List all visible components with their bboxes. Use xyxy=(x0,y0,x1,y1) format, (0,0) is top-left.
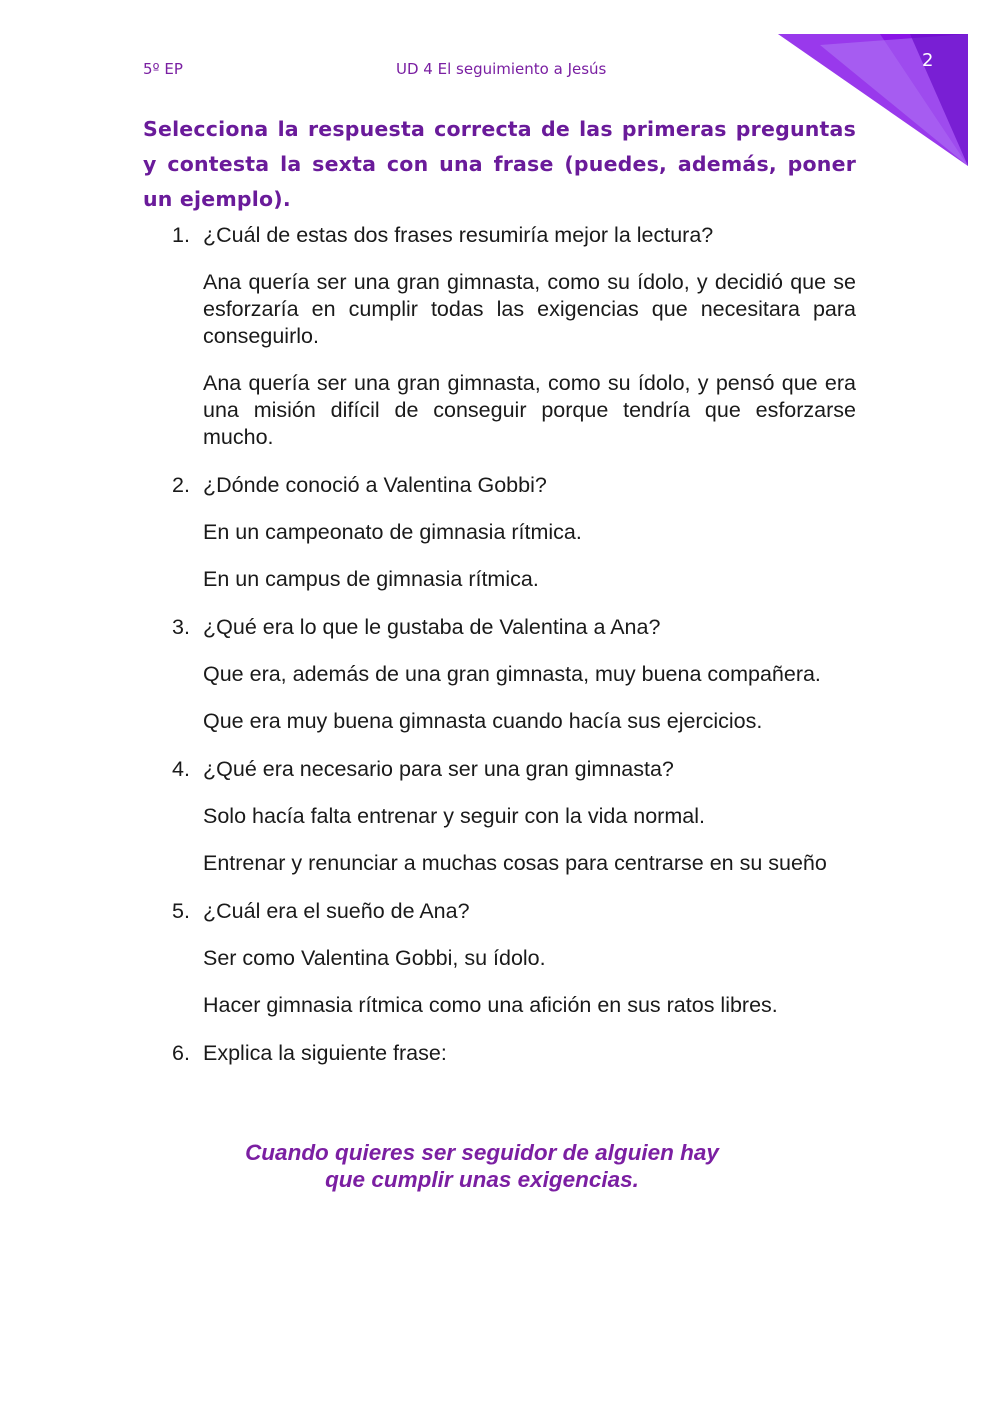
question-5 xyxy=(172,898,856,1019)
question-number: 4. xyxy=(172,757,190,781)
question-list xyxy=(172,222,856,1088)
question-text: ¿Qué era necesario para ser una gran gimnasta? xyxy=(203,757,674,781)
question-6 xyxy=(172,1040,856,1067)
question-number: 1. xyxy=(172,223,190,247)
quote-line: Cuando quieres ser seguidor de alguien hay xyxy=(245,1140,719,1165)
page-number: 2 xyxy=(922,50,934,71)
question-text: ¿Dónde conoció a Valentina Gobbi? xyxy=(203,473,547,497)
answer-option[interactable]: Hacer gimnasia rítmica como una afición en sus ratos libres. xyxy=(203,993,778,1017)
instructions-text: Selecciona la respuesta correcta de las primeras preguntas y contesta la sexta con una frase (puedes, además, poner un ejemplo). xyxy=(143,117,856,211)
question-2 xyxy=(172,472,856,593)
answer-option[interactable]: En un campus de gimnasia rítmica. xyxy=(203,567,539,591)
question-1 xyxy=(172,222,856,451)
question-text: ¿Qué era lo que le gustaba de Valentina a Ana? xyxy=(203,615,661,639)
question-number: 5. xyxy=(172,899,190,923)
answer-option[interactable]: Ser como Valentina Gobbi, su ídolo. xyxy=(203,946,546,970)
answer-option[interactable]: Que era muy buena gimnasta cuando hacía sus ejercicios. xyxy=(203,709,763,733)
answer-option[interactable]: Solo hacía falta entrenar y seguir con la vida normal. xyxy=(203,804,705,828)
question-text: ¿Cuál era el sueño de Ana? xyxy=(203,899,470,923)
question-text: ¿Cuál de estas dos frases resumiría mejor la lectura? xyxy=(203,223,714,247)
answer-option[interactable]: Que era, además de una gran gimnasta, muy buena compañera. xyxy=(203,662,821,686)
header-unit-title: UD 4 El seguimiento a Jesús xyxy=(396,60,607,78)
question-4 xyxy=(172,756,856,877)
question-number: 2. xyxy=(172,473,190,497)
question-3 xyxy=(172,614,856,735)
quote-block xyxy=(172,1139,792,1193)
quote-line: que cumplir unas exigencias. xyxy=(325,1167,639,1192)
question-number: 3. xyxy=(172,615,190,639)
answer-option[interactable]: En un campeonato de gimnasia rítmica. xyxy=(203,520,582,544)
answer-option[interactable]: Entrenar y renunciar a muchas cosas para centrarse en su sueño xyxy=(203,851,827,875)
answer-option[interactable]: Ana quería ser una gran gimnasta, como su ídolo, y pensó que era una misión difícil de conseguir porque tendría que esforzarse mucho. xyxy=(203,371,856,449)
question-text: Explica la siguiente frase: xyxy=(203,1041,447,1065)
answer-option[interactable]: Ana quería ser una gran gimnasta, como su ídolo, y decidió que se esforzaría en cumplir todas las exigencias que necesitara para conseguirlo. xyxy=(203,270,856,348)
header-grade: 5º EP xyxy=(143,60,183,78)
question-number: 6. xyxy=(172,1041,190,1065)
